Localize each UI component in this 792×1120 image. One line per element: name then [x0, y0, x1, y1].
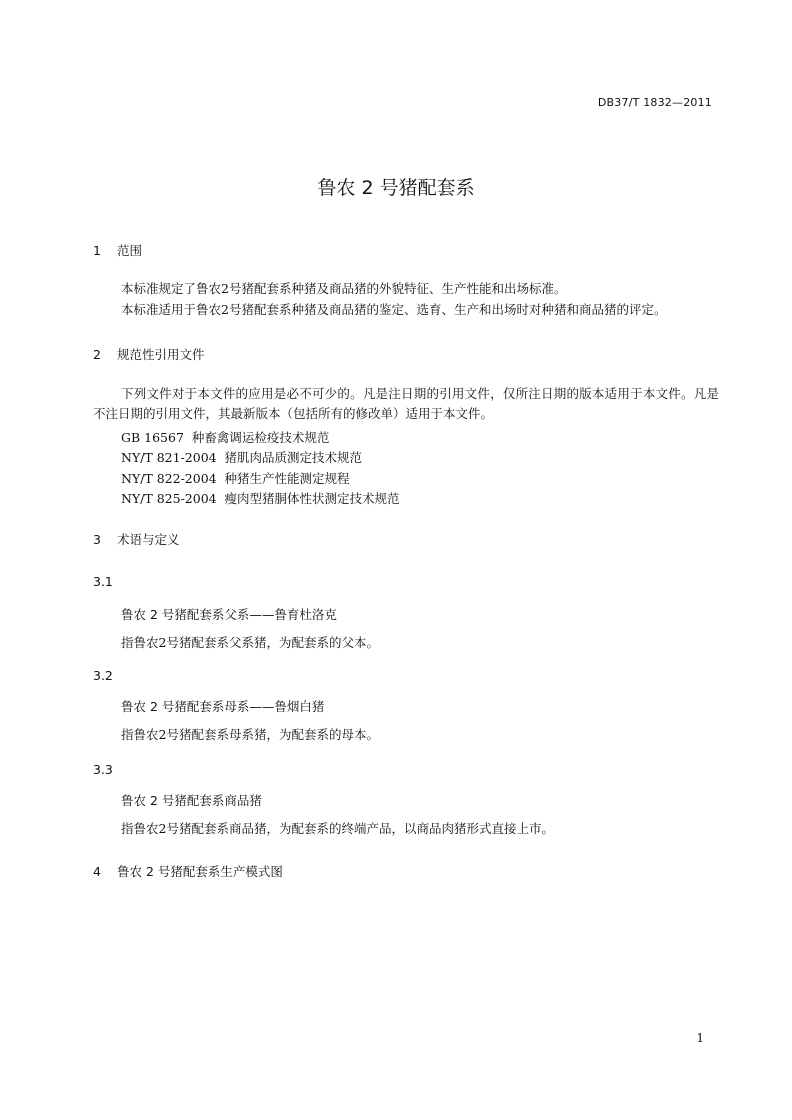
reference-item: NY/T 825-2004 瘦肉型猪胴体性状测定技术规范 — [121, 491, 400, 506]
section-1-heading — [93, 241, 142, 259]
normative-references-paragraph: 下列文件对于本文件的应用是必不可少的。凡是注日期的引用文件，仅所注日期的版本适用于本文件。凡是不注日期的引用文件，其最新版本（包括所有的修改单）适用于本文件。 — [93, 386, 719, 421]
section-title: 范围 — [117, 243, 143, 258]
term-title: 鲁农 2 号猪配套系商品猪 — [121, 793, 262, 808]
term-definition: 指鲁农2号猪配套系父系猪，为配套系的父本。 — [121, 635, 379, 650]
scope-paragraph-2: 本标准适用于鲁农2号猪配套系种猪及商品猪的鉴定、选育、生产和出场时对种猪和商品猪的评定。 — [121, 302, 667, 317]
section-2-heading — [93, 345, 205, 363]
section-3-heading — [93, 530, 180, 548]
page-number: 1 — [696, 1031, 704, 1045]
reference-item: NY/T 822-2004 种猪生产性能测定规程 — [121, 471, 350, 486]
section-number: 4 — [93, 864, 101, 879]
term-number: 3.3 — [93, 762, 113, 777]
section-number: 1 — [93, 243, 101, 258]
section-4-heading — [93, 862, 283, 880]
term-title: 鲁农 2 号猪配套系母系——鲁烟白猪 — [121, 699, 325, 714]
term-definition: 指鲁农2号猪配套系母系猪，为配套系的母本。 — [121, 727, 379, 742]
reference-item: NY/T 821-2004 猪肌肉品质测定技术规范 — [121, 450, 363, 465]
section-number: 3 — [93, 532, 101, 547]
section-title: 术语与定义 — [117, 532, 180, 547]
section-title: 规范性引用文件 — [117, 347, 205, 362]
reference-item: GB 16567 种畜禽调运检疫技术规范 — [121, 430, 330, 445]
document-code: DB37/T 1832—2011 — [597, 96, 712, 109]
page-title: 鲁农 2 号猪配套系 — [317, 177, 475, 199]
term-number: 3.1 — [93, 574, 113, 589]
section-title: 鲁农 2 号猪配套系生产模式图 — [117, 864, 283, 879]
section-number: 2 — [93, 347, 101, 362]
term-number: 3.2 — [93, 668, 113, 683]
term-definition: 指鲁农2号猪配套系商品猪，为配套系的终端产品，以商品肉猪形式直接上市。 — [121, 821, 554, 836]
scope-paragraph-1: 本标准规定了鲁农2号猪配套系种猪及商品猪的外貌特征、生产性能和出场标准。 — [121, 281, 567, 296]
term-title: 鲁农 2 号猪配套系父系——鲁育杜洛克 — [121, 607, 337, 622]
